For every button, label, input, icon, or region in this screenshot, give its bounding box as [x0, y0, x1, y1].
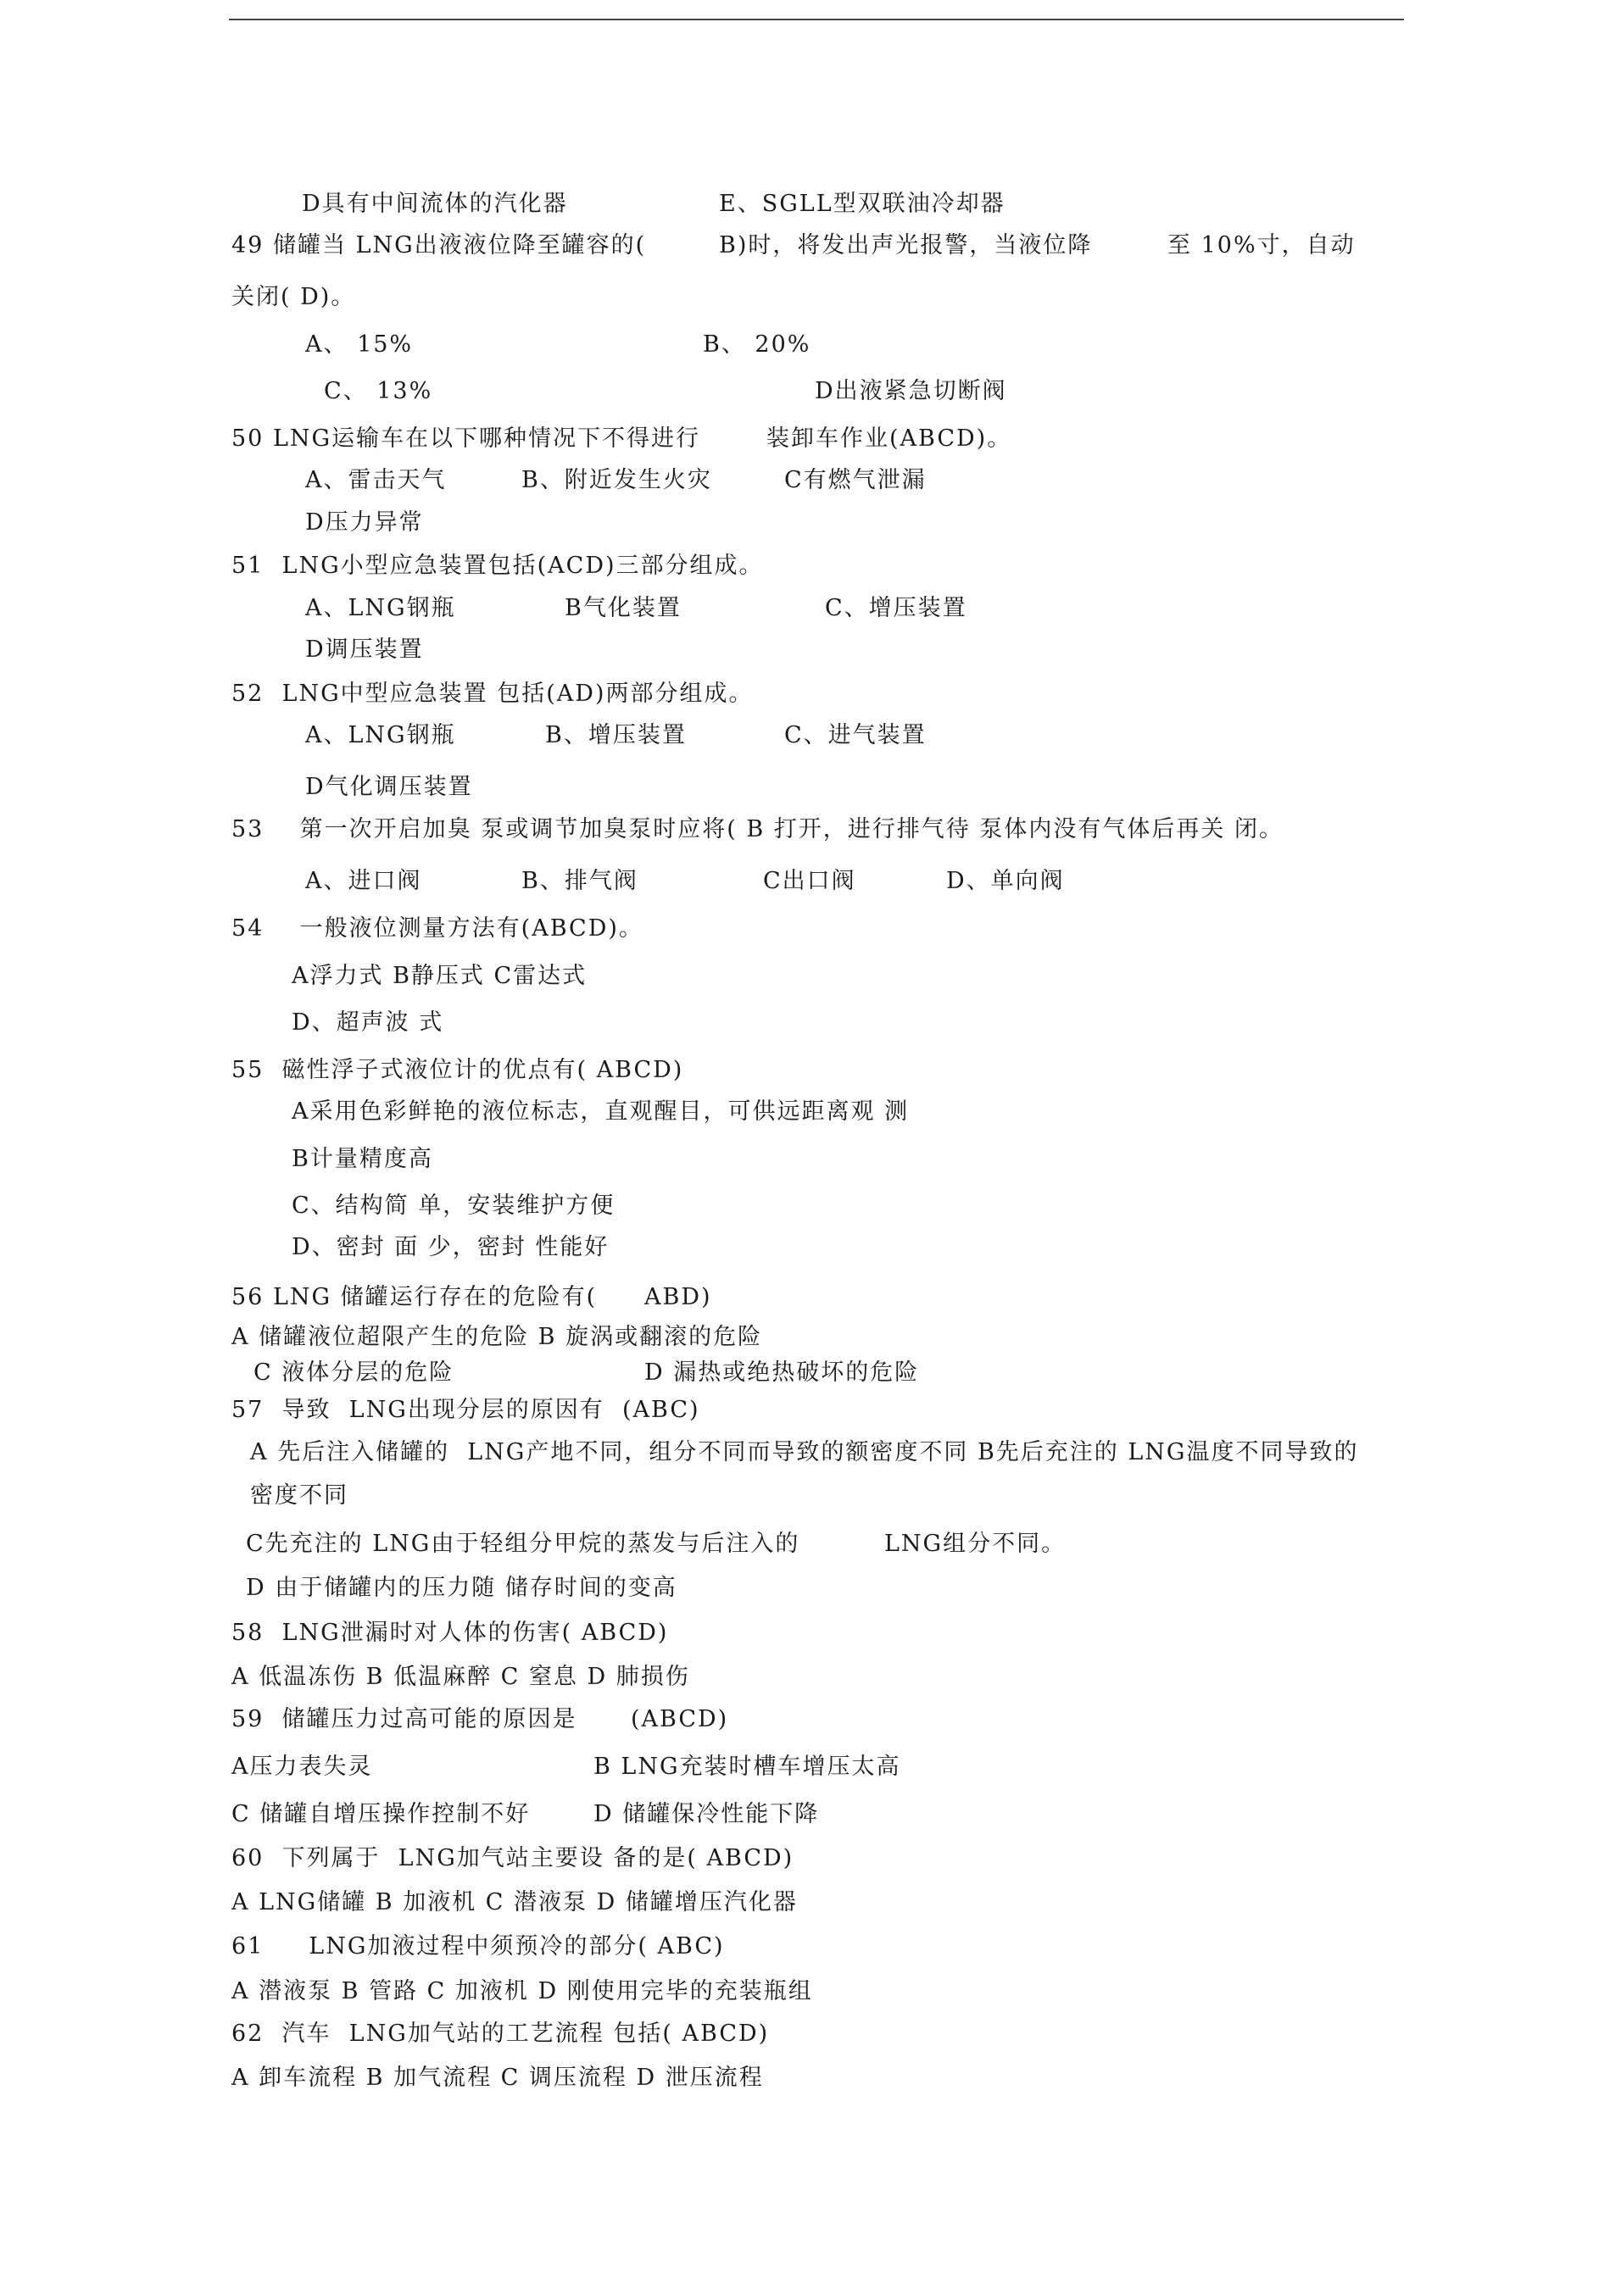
- header-rule: [229, 19, 1404, 20]
- question-49-continuation: 关闭( D)。: [231, 284, 356, 310]
- option-a: A压力表失灵: [231, 1754, 373, 1780]
- option-d: D调压装置: [305, 637, 424, 663]
- option-b: B LNG充装时槽车增压太高: [593, 1754, 901, 1780]
- option-b: B、排气阀: [521, 868, 638, 894]
- options-abcd: A 卸车流程 B 加气流程 C 调压流程 D 泄压流程: [231, 2065, 764, 2091]
- question-49-part3: 至 10%寸，自动: [1167, 232, 1356, 259]
- question-55: 55 磁性浮子式液位计的优点有( ABCD): [231, 1057, 684, 1083]
- question-50-part2: 装卸车作业(ABCD)。: [766, 425, 1012, 452]
- option-c: C先充注的 LNG由于轻组分甲烷的蒸发与后注入的: [246, 1531, 800, 1557]
- option-a: A、LNG钢瓶: [305, 722, 456, 748]
- option-b-continuation: 密度不同: [250, 1482, 348, 1509]
- option-b: B、附近发生火灾: [521, 467, 712, 493]
- question-56: 56 LNG 储罐运行存在的危险有(: [231, 1284, 598, 1310]
- option-c: C 液体分层的危险: [253, 1359, 454, 1386]
- question-51: 51 LNG小型应急装置包括(ACD)三部分组成。: [231, 553, 764, 579]
- options-ab: A 储罐液位超限产生的危险 B 旋涡或翻滚的危险: [231, 1324, 763, 1350]
- options-abcd: A 潜液泵 B 管路 C 加液机 D 刚使用完毕的充装瓶组: [231, 1978, 813, 2004]
- question-60: 60 下列属于 LNG加气站主要设 备的是( ABCD): [231, 1845, 794, 1871]
- option-b: B计量精度高: [292, 1146, 433, 1172]
- option-d: D、密封 面 少，密封 性能好: [292, 1234, 610, 1260]
- question-58: 58 LNG泄漏时对人体的伤害( ABCD): [231, 1620, 669, 1646]
- option-d: D 储罐保冷性能下降: [593, 1801, 820, 1827]
- option-c: C出口阀: [763, 868, 856, 894]
- option-b: B气化装置: [565, 595, 682, 621]
- question-59-answer: (ABCD): [631, 1706, 729, 1732]
- option-c: C、进气装置: [784, 722, 927, 748]
- question-57: 57 导致 LNG出现分层的原因有 (ABC): [231, 1397, 700, 1423]
- option-c: C、增压装置: [825, 595, 967, 621]
- question-61: 61 LNG加液过程中须预冷的部分( ABC): [231, 1933, 725, 1960]
- options-ab: A 先后注入储罐的 LNG产地不同，组分不同而导致的额密度不同 B先后充注的 LNG温度不同导致的: [250, 1439, 1359, 1465]
- option-d: D 漏热或绝热破坏的危险: [644, 1359, 920, 1386]
- question-52: 52 LNG中型应急装置 包括(AD)两部分组成。: [231, 681, 754, 707]
- question-59: 59 储罐压力过高可能的原因是: [231, 1706, 577, 1732]
- question-49-part2: B)时，将发出声光报警，当液位降: [719, 232, 1093, 259]
- option-d: D具有中间流体的汽化器: [302, 191, 568, 217]
- question-56-answer: ABD): [644, 1284, 712, 1310]
- option-a: A、LNG钢瓶: [305, 595, 456, 621]
- option-c: C 储罐自增压操作控制不好: [231, 1801, 531, 1827]
- option-a: A、 15%: [305, 331, 414, 358]
- option-b: B、 20%: [703, 331, 811, 358]
- option-c: C、 13%: [324, 378, 433, 404]
- option-d: D、单向阀: [946, 868, 1065, 894]
- option-d: D 由于储罐内的压力随 储存时间的变高: [246, 1575, 677, 1601]
- option-a: A、雷击天气: [305, 467, 447, 493]
- question-50: 50 LNG运输车在以下哪种情况下不得进行: [231, 425, 701, 452]
- options-abcd: A 低温冻伤 B 低温麻醉 C 窒息 D 肺损伤: [231, 1664, 690, 1690]
- question-62: 62 汽车 LNG加气站的工艺流程 包括( ABCD): [231, 2021, 770, 2047]
- question-54: 54 一般液位测量方法有(ABCD)。: [231, 915, 643, 942]
- option-d: D气化调压装置: [305, 774, 473, 800]
- option-d: D出液紧急切断阀: [815, 378, 1007, 404]
- option-d: D、超声波 式: [292, 1009, 444, 1036]
- option-e: E、SGLL型双联油冷却器: [719, 191, 1005, 217]
- option-a: A、进口阀: [305, 868, 422, 894]
- option-c-part2: LNG组分不同。: [884, 1531, 1067, 1557]
- option-d: D压力异常: [305, 509, 424, 536]
- option-c: C有燃气泄漏: [784, 467, 927, 493]
- option-c: C、结构简 单，安装维护方便: [292, 1192, 616, 1219]
- options-abc: A浮力式 B静压式 C雷达式: [292, 963, 588, 989]
- question-49: 49 储罐当 LNG出液液位降至罐容的(: [231, 232, 647, 259]
- question-53: 53 第一次开启加臭 泵或调节加臭泵时应将( B 打开，进行排气待 泵体内没有气体后再关 闭。: [231, 816, 1284, 842]
- option-a: A采用色彩鲜艳的液位标志，直观醒目，可供远距离观 测: [292, 1098, 910, 1125]
- options-abcd: A LNG储罐 B 加液机 C 潜液泵 D 储罐增压汽化器: [231, 1889, 798, 1915]
- option-b: B、增压装置: [545, 722, 687, 748]
